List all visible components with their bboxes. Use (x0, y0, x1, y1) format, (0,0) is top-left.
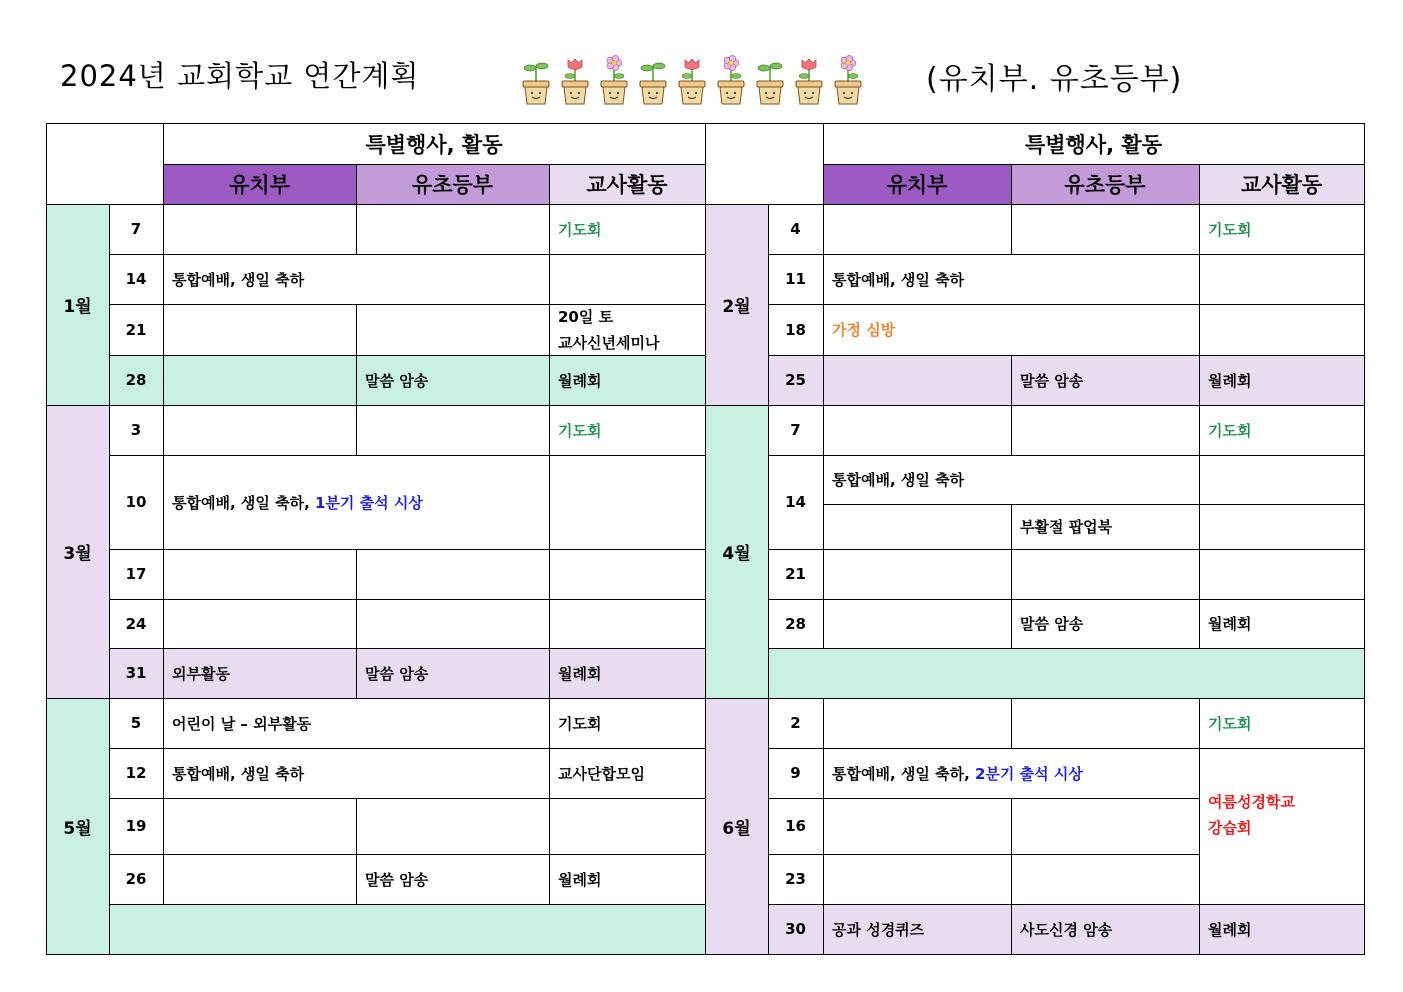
grid-line (109, 204, 110, 955)
left-header-kinder: 유치부 (229, 173, 290, 197)
grid-line (1199, 204, 1200, 648)
grid-line (823, 204, 824, 648)
teacher-cell: 월례회 (558, 870, 602, 889)
grid-line (356, 164, 357, 204)
grid-line (163, 164, 705, 165)
grid-line (1011, 698, 1012, 748)
event-cell: 통합예배, 생일 축하 (172, 764, 305, 783)
flower-pot-icon (835, 55, 861, 104)
grid-line (768, 549, 1364, 550)
date-cell: 9 (790, 764, 801, 782)
grid-line (109, 748, 705, 749)
right-header-teacher: 교사활동 (1240, 173, 1323, 197)
grid-line (768, 204, 769, 955)
grid-line (768, 904, 1364, 905)
date-cell: 30 (785, 920, 806, 938)
left-header-teacher: 교사활동 (586, 173, 668, 197)
teacher-cell: 월례회 (558, 371, 602, 390)
date-cell: 3 (130, 421, 142, 439)
date-cell: 17 (125, 565, 147, 583)
grid-line (356, 405, 357, 455)
date-cell: 23 (785, 870, 806, 888)
event-cell: 어린이 날 – 외부활동 (172, 714, 312, 733)
right-header-elementary: 유초등부 (1064, 173, 1146, 197)
grid-line (356, 549, 357, 698)
flower-pot-icon (718, 55, 744, 104)
month-label: 4월 (722, 544, 751, 564)
date-cell: 26 (125, 870, 147, 888)
grid-line (46, 405, 1365, 406)
date-cell: 31 (125, 664, 147, 682)
date-cell: 21 (125, 320, 147, 339)
grid-line (768, 599, 1364, 600)
teacher-cell: 기도회 (558, 714, 602, 733)
date-cell: 2 (790, 714, 801, 732)
left-header-elementary: 유초등부 (411, 173, 494, 197)
grid-line (1011, 164, 1012, 204)
grid-line (1011, 204, 1012, 254)
vbs-line: 여름성경학교 (1208, 793, 1295, 811)
award-text: 2분기 출석 시상 (975, 764, 1083, 783)
elementary-cell: 말씀 암송 (1020, 615, 1084, 633)
grid-line (1199, 164, 1200, 204)
event-cell: 가정 심방 (832, 321, 896, 339)
teacher-cell (549, 304, 705, 355)
flower-pot-icon (601, 55, 627, 104)
teacher-cell: 교사단합모임 (558, 764, 645, 783)
month-label: 5월 (63, 818, 92, 839)
event-cell (823, 748, 1199, 798)
teacher-cell: 월례회 (1208, 920, 1252, 939)
grid-line (109, 254, 705, 255)
event-text: 통합예배, 생일 축하, (832, 764, 970, 783)
grid-line (823, 164, 1364, 165)
grid-line (1011, 504, 1012, 648)
date-cell: 18 (785, 320, 806, 339)
grid-line (823, 504, 1364, 505)
sprout-pot-icon (640, 63, 666, 104)
table-border (46, 123, 47, 955)
grid-line (768, 798, 1199, 799)
grid-line (1011, 355, 1012, 405)
grid-line (768, 455, 1364, 456)
event-text: 통합예배, 생일 축하, (172, 493, 310, 512)
elementary-cell: 말씀 암송 (1020, 371, 1084, 390)
tulip-pot-icon (679, 59, 705, 104)
elementary-cell: 말씀 암송 (365, 870, 429, 889)
event-cell (163, 455, 549, 549)
grid-line (163, 204, 164, 904)
grid-line (1011, 798, 1012, 955)
event-cell: 통합예배, 생일 축하 (172, 270, 305, 289)
vbs-line: 강습회 (1208, 819, 1252, 837)
grid-line (768, 854, 1199, 855)
grid-line (823, 123, 824, 204)
grid-line (109, 355, 705, 356)
teacher-cell: 기도회 (1208, 220, 1252, 239)
page-subtitle: (유치부. 유초등부) (926, 62, 1183, 97)
grid-line (768, 254, 1364, 255)
teacher-cell: 기도회 (558, 421, 602, 440)
sprout-pot-icon (757, 63, 783, 104)
grid-line (1199, 698, 1200, 955)
grid-line (109, 304, 705, 305)
grid-line (46, 698, 1365, 699)
month-label: 3월 (63, 544, 92, 564)
grid-line (109, 904, 705, 905)
grid-line (109, 854, 705, 855)
grid-line (356, 304, 357, 405)
month-label: 6월 (722, 818, 751, 839)
grid-line (163, 123, 164, 204)
kinder-cell: 공과 성경퀴즈 (832, 920, 925, 939)
kinder-cell: 외부활동 (172, 664, 230, 683)
grid-line (109, 648, 705, 649)
elementary-cell: 사도신경 암송 (1020, 920, 1113, 939)
sprout-pot-icon (523, 63, 549, 104)
elementary-cell: 말씀 암송 (365, 664, 429, 683)
grid-line (109, 798, 705, 799)
date-cell: 7 (790, 421, 801, 439)
date-cell: 12 (125, 764, 147, 782)
grid-line (768, 748, 1364, 749)
teacher-cell: 월례회 (558, 664, 602, 683)
teacher-cell: 월례회 (1208, 615, 1252, 633)
month-label: 1월 (63, 297, 92, 317)
elementary-cell: 말씀 암송 (365, 371, 429, 390)
grid-line (109, 549, 705, 550)
date-cell: 5 (130, 714, 142, 732)
teacher-cell-line: 교사신년세미나 (558, 333, 660, 352)
right-group-header: 특별행사, 활동 (1024, 132, 1162, 157)
table-border (1364, 123, 1365, 955)
date-cell: 24 (125, 614, 147, 633)
teacher-cell-line: 20일 토 (558, 307, 614, 326)
date-cell: 16 (785, 817, 806, 835)
date-cell: 28 (125, 371, 147, 389)
grid-line (109, 455, 705, 456)
date-cell: 28 (785, 614, 806, 633)
month-label: 2월 (722, 297, 751, 317)
elementary-cell: 부활절 팝업북 (1020, 518, 1113, 536)
teacher-cell: 기도회 (558, 220, 602, 239)
date-cell: 10 (125, 493, 147, 511)
date-cell: 14 (125, 270, 147, 288)
grid-line (1011, 405, 1012, 455)
grid-line (768, 648, 1364, 649)
grid-line (705, 123, 706, 955)
date-cell: 4 (790, 220, 801, 238)
grid-line (356, 204, 357, 254)
teacher-cell: 월례회 (1208, 371, 1252, 390)
event-cell: 통합예배, 생일 축하 (832, 270, 965, 289)
date-cell: 19 (125, 817, 147, 835)
grid-line (768, 304, 1364, 305)
left-group-header: 특별행사, 활동 (365, 132, 503, 157)
page-title: 2024년 교회학교 연간계획 (60, 59, 420, 93)
right-header-kinder: 유치부 (886, 173, 948, 197)
grid-line (768, 355, 1364, 356)
grid-line (109, 599, 705, 600)
date-cell: 25 (785, 371, 806, 389)
flower-pots-decoration (520, 52, 870, 106)
teacher-cell: 기도회 (1208, 421, 1252, 440)
grid-line (356, 798, 357, 904)
grid-line (549, 164, 550, 204)
tulip-pot-icon (796, 59, 822, 104)
award-text: 1분기 출석 시상 (315, 493, 423, 512)
event-cell: 통합예배, 생일 축하 (832, 471, 965, 489)
grid-line (823, 698, 824, 955)
teacher-cell: 기도회 (1208, 714, 1252, 733)
grid-line (549, 204, 550, 904)
vbs-cell (1199, 748, 1364, 904)
tulip-pot-icon (562, 59, 588, 104)
date-cell: 14 (785, 493, 806, 511)
date-cell: 7 (130, 220, 142, 238)
date-cell: 21 (785, 565, 806, 583)
date-cell: 11 (785, 270, 806, 288)
